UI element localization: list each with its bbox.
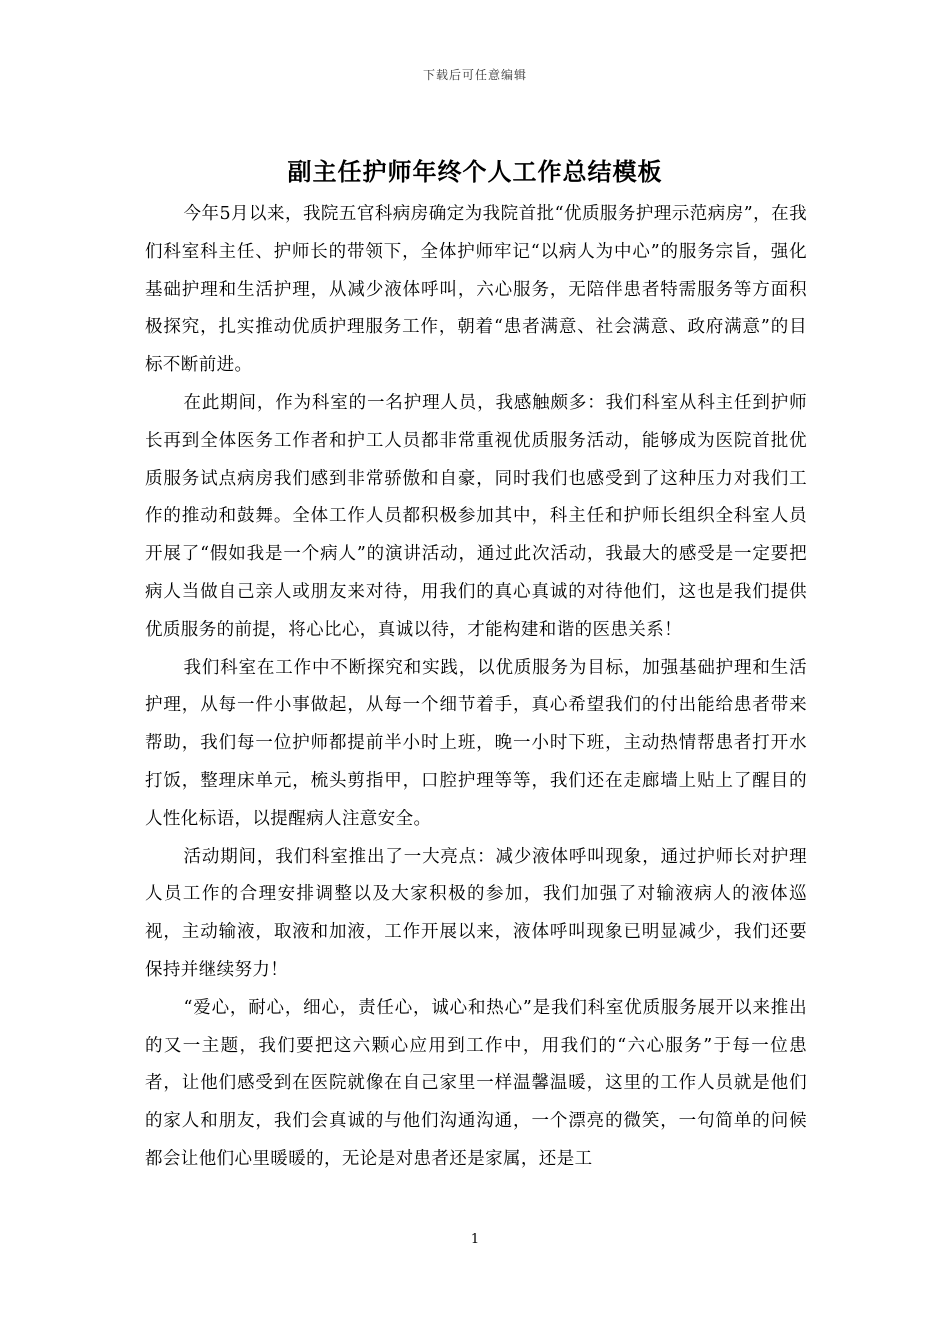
paragraph: 今年5月以来，我院五官科病房确定为我院首批“优质服务护理示范病房”，在我们科室科主任、护师长的带领下，全体护师牢记“以病人为中心”的服务宗旨，强化基础护理和生活护理，从减少液体呼叫，六心服务，无陪伴患者特需服务等方面积极探究，扎实推动优质护理服务工作，朝着“患者满意、社会满意、政府满意”的目标不断前进。: [145, 204, 807, 376]
paragraph: 活动期间，我们科室推出了一大亮点：减少液体呼叫现象，通过护师长对护理人员工作的合理安排调整以及大家积极的参加，我们加强了对输液病人的液体巡视，主动输液，取液和加液，工作开展以来，液体呼叫现象已明显减少，我们还要保持并继续努力！: [145, 846, 807, 980]
page-number: 1: [470, 1232, 480, 1247]
header-note: 下载后可任意编辑: [422, 68, 527, 82]
paragraph: “爱心，耐心，细心，责任心，诚心和热心”是我们科室优质服务展开以来推出的又一主题，我们要把这六颗心应用到工作中，用我们的“六心服务”于每一位患者，让他们感受到在医院就像在自己家里一样温馨温暖，这里的工作人员就是他们的家人和朋友，我们会真诚的与他们沟通沟通，一个漂亮的微笑，一句简单的问候都会让他们心里暖暖的，无论是对患者还是家属，还是工: [145, 997, 807, 1169]
document-body: [145, 196, 807, 1179]
paragraph: 在此期间，作为科室的一名护理人员，我感触颇多：我们科室从科主任到护师长再到全体医务工作者和护工人员都非常重视优质服务活动，能够成为医院首批优质服务试点病房我们感到非常骄傲和自豪，同时我们也感受到了这种压力对我们工作的推动和鼓舞。全体工作人员都积极参加其中，科主任和护师长组织全科室人员开展了“假如我是一个病人”的演讲活动，通过此次活动，我最大的感受是一定要把病人当做自己亲人或朋友来对待，用我们的真心真诚的对待他们，这也是我们提供优质服务的前提，将心比心，真诚以待，才能构建和谐的医患关系！: [145, 392, 807, 640]
page-title: 副主任护师年终个人工作总结模板: [287, 158, 663, 186]
paragraph: 我们科室在工作中不断探究和实践，以优质服务为目标，加强基础护理和生活护理，从每一件小事做起，从每一个细节着手，真心希望我们的付出能给患者带来帮助，我们每一位护师都提前半小时上班，晚一小时下班，主动热情帮患者打开水打饭，整理床单元，梳头剪指甲，口腔护理等等，我们还在走廊墙上贴上了醒目的人性化标语，以提醒病人注意安全。: [145, 657, 807, 829]
